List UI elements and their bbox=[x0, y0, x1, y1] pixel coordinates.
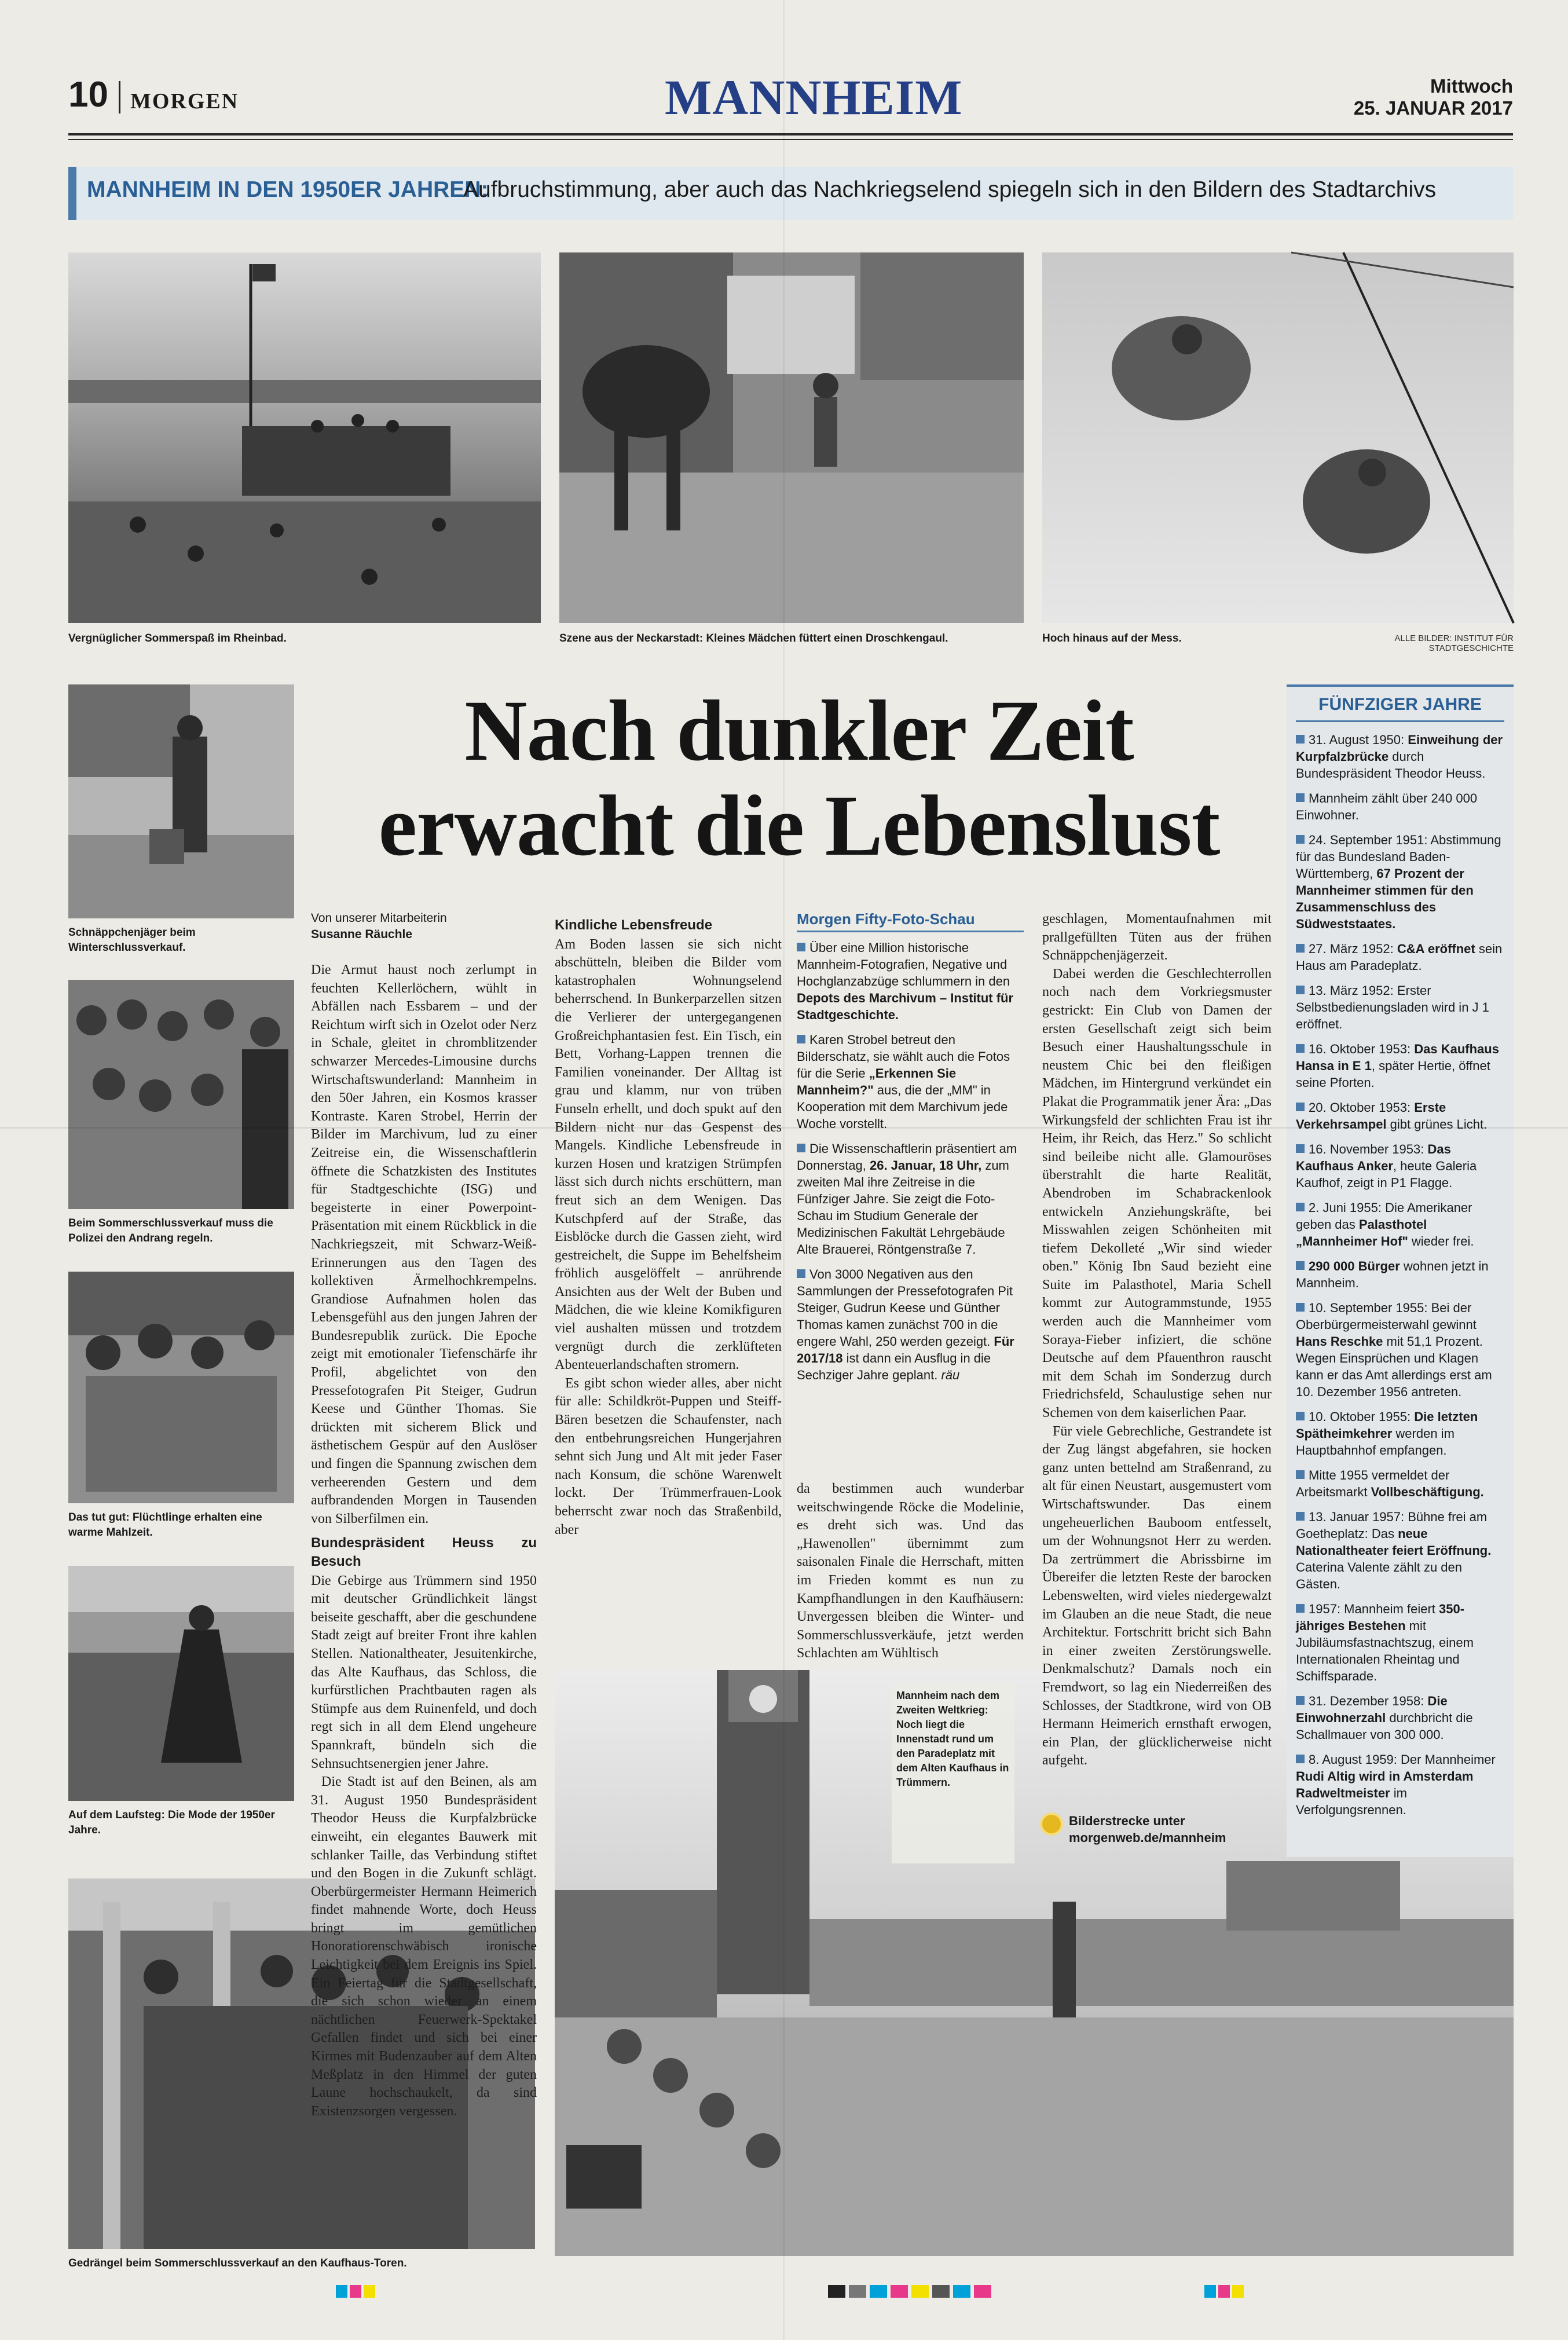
photo-credit: ALLE BILDER: INSTITUT FÜR STADTGESCHICHTE bbox=[1394, 633, 1514, 653]
article-column-3 bbox=[797, 1480, 1024, 1663]
issue-date: 25. JANUAR 2017 bbox=[1353, 97, 1513, 119]
headline-line-2: erwacht die Lebenslust bbox=[378, 778, 1220, 874]
print-color-bar bbox=[828, 2285, 1060, 2298]
timeline-item: 24. September 1951: Abstimmung für das Bundesland Baden-Württemberg, 67 Prozent der Mannheimer stimmen für den Zusammenschluss des Südweststaates. bbox=[1296, 833, 1501, 931]
article-column-4 bbox=[1042, 910, 1272, 1814]
bullet-icon bbox=[1296, 1303, 1305, 1312]
photo-polizei bbox=[68, 980, 294, 1209]
paper-fold-vertical bbox=[783, 0, 785, 2340]
article-paragraph-1: Die Armut haust noch zerlumpt in feuchten Kellerlöchern, wühlt in Abfällen nach Essbarem – und der Reichtum wirft sich in Ozelot oder Nerz in Schale, gleitet in chromblitzender schwarzer Mercedes-Limousine durchs Wirtschaftswunderland: Mannheim in den 50er Jahren, ein Kosmos krasser Kontraste. Karen Strobel, Herrin der Bilder im Marchivum, lud zu einer Zeitreise ein, die Wissenschaftlerin öffnete die Schatzkisten des Institutes für Stadtgeschichte (ISG) und begeisterte in einer Powerpoint-Präsentation mit einem Rückblick in die Nachkriegszeit, mit Schwarz-Weiß-Erinnerungen aus den Tagen des kollektiven Ärmelhochkrempelns. Grandiose Aufnahmen holen das Lebensgefühl aus den jungen Jahren der Bundesrepublik zurück. Die Epoche zeigt mit emotionaler Tiefenschärfe ihr Profil, abgelichtet von den Pressefotografen Pit Steiger, Gudrun Keese und Günther Thomas. Sie drückten mit sicherem Blick und ästhetischem Gespür auf den Auslöser und fingen die Spannung zwischen dem verheerenden Gestern und dem aufbrandenden Morgen in Tausenden von Silberfilmen ein. bbox=[311, 962, 537, 1526]
bullet-icon bbox=[1296, 1470, 1305, 1479]
banner-text: Aufbruchstimmung, aber auch das Nachkriegselend spiegeln sich in den Bildern des Stadtarchivs bbox=[463, 177, 1437, 202]
caption-schnaeppchen: Schnäppchenjäger beim Winterschlussverkauf. bbox=[68, 927, 196, 954]
web-link-line-2: morgenweb.de/mannheim bbox=[1069, 1830, 1226, 1845]
article-paragraph-7: geschlagen, Momentaufnahmen mit prallgefüllten Tüten aus der frühen Schnäppchenjägerzeit. bbox=[1042, 911, 1272, 964]
subhead-lebensfreude: Kindliche Lebensfreude bbox=[555, 917, 713, 933]
section-title: MANNHEIM bbox=[665, 69, 963, 125]
bullet-icon bbox=[797, 943, 805, 951]
photo-rheinbad bbox=[68, 252, 541, 623]
timeline-item: Mitte 1955 vermeldet der Arbeitsmarkt Vollbeschäftigung. bbox=[1296, 1468, 1484, 1499]
infobox-signature: räu bbox=[941, 1368, 960, 1382]
photo-laufsteg bbox=[68, 1566, 294, 1801]
article-paragraph-6: da bestimmen auch wunderbar weitschwingende Röcke die Modelinie, es dreht sich was. Und das „Hawenollen" übernimmt zum saisonalen Finale die Herrschaft, mitten im Frieden kommt es nun zu Kampfhandlungen in den Kaufhäusern: Unvergessen bleiben die Winter- und Sommerschlussverkäufe, jetzt werden Schlachten am Wühltisch bbox=[797, 1481, 1024, 1661]
byline bbox=[311, 910, 531, 943]
article-column-2 bbox=[555, 910, 782, 1663]
bullet-icon bbox=[1296, 1044, 1305, 1053]
bullet-icon bbox=[797, 1269, 805, 1278]
timeline-sidebar bbox=[1287, 684, 1514, 1857]
bullet-icon bbox=[797, 1035, 805, 1043]
timeline-item: 27. März 1952: C&A eröffnet sein Haus am Paradeplatz. bbox=[1296, 942, 1503, 973]
article-paragraph-5: Es gibt schon wieder alles, aber nicht für alle: Schildkröt-Puppen und Steiff-Bären besetzen die Schaufenster, nach den entbehrungsreichen Hungerjahren sehnt sich Jung und Alt mit jeder Faser nach Konsum, die schöne Warenwelt lockt. Der Trümmerfrauen-Look beherrscht zwar noch das Straßenbild, aber bbox=[555, 1375, 782, 1537]
bullet-icon bbox=[797, 1144, 805, 1152]
timeline-item: 31. Dezember 1958: Die Einwohnerzahl durchbricht die Schallmauer von 300 000. bbox=[1296, 1694, 1473, 1742]
weekday: Mittwoch bbox=[1430, 75, 1513, 97]
timeline-item: 31. August 1950: Einweihung der Kurpfalzbrücke durch Bundespräsident Theodor Heuss. bbox=[1296, 733, 1503, 781]
timeline-item: 10. September 1955: Bei der Oberbürgermeisterwahl gewinnt Hans Reschke mit 51,1 Prozent. Wegen Einsprüchen und Klagen kann er das Amt allerdings erst am 10. Dezember 1956 antreten. bbox=[1296, 1301, 1492, 1399]
paper-name: MORGEN bbox=[130, 89, 239, 113]
timeline-item: 13. März 1952: Erster Selbstbedienungsladen wird in J 1 eröffnet. bbox=[1296, 983, 1489, 1031]
timeline-item: 13. Januar 1957: Bühne frei am Goetheplatz: Das neue Nationaltheater feiert Eröffnung. Caterina Valente zählt zu den Gästen. bbox=[1296, 1510, 1492, 1591]
photo-schnaeppchen bbox=[68, 684, 294, 918]
timeline-item: 1957: Mannheim feiert 350-jähriges Bestehen mit Jubiläumsfastnachtszug, einem Internationalen Rheintag und Schiffsparade. bbox=[1296, 1602, 1474, 1683]
timeline-item: 2. Juni 1955: Die Amerikaner geben das Palasthotel „Mannheimer Hof" wieder frei. bbox=[1296, 1200, 1474, 1248]
bullet-icon bbox=[1296, 1144, 1305, 1153]
timeline-item: Mannheim zählt über 240 000 Einwohner. bbox=[1296, 791, 1478, 822]
timeline-item: 16. November 1953: Das Kaufhaus Anker, heute Galeria Kaufhof, zeigt in P1 Flagge. bbox=[1296, 1142, 1477, 1190]
timeline-item: 290 000 Bürger wohnen jetzt in Mannheim. bbox=[1296, 1259, 1489, 1290]
bullet-icon bbox=[1296, 793, 1305, 802]
bullet-icon bbox=[1296, 1203, 1305, 1211]
bullet-icon bbox=[1296, 835, 1305, 844]
infobox-item-1: Über eine Million historische Mannheim-Fotografien, Negative und Hochglanzabzüge schlummern in den Depots des Marchivum – Institut für Stadtgeschichte. bbox=[797, 940, 1014, 1022]
caption-neckarstadt: Szene aus der Neckarstadt: Kleines Mädchen füttert einen Droschkengaul. bbox=[559, 632, 948, 644]
banner-kicker: MANNHEIM IN DEN 1950ER JAHREN: bbox=[87, 177, 489, 202]
article-paragraph-2: Die Gebirge aus Trümmern sind 1950 mit deutscher Gründlichkeit längst beiseite geschafft, aber die geschundene Stadt zeigt auf breiter Front ihre kahlen Stellen. Nationaltheater, Jesuitenkirche, das Alte Kaufhaus, das Schloss, die kurfürstlichen Prachtbauten ragen als Stümpfe aus dem Ruinenfeld, und doch regt sich in all dem Elend ungeheure Spannkraft, bündeln sich die Sehnsuchtsenergien jener Jahre. bbox=[311, 1573, 537, 1771]
bullet-icon bbox=[1296, 1103, 1305, 1111]
web-link[interactable] bbox=[1042, 1812, 1272, 1846]
print-color-bar-right bbox=[1204, 2285, 1245, 2298]
article-paragraph-4: Am Boden lassen sie sich nicht abschütteln, bleiben die Bilder vom katastrophalen Wohnungselend beherrschend. In Bunkerparzellen sitzen die Verlierer der untergegangenen Großreichphantasien fest. Ein Tisch, ein Bett, Vorhang-Lappen trennen die Familien voneinander. Der Alltag ist grau und klamm, nur von trüben Funseln erhellt, und doch spukt auf den Bildern nicht nur das Gespenst des Mangels. Kindliche Lebensfreude in kurzen Hosen und kratzigen Strümpfen lässt sich durch nichts erschüttern, man freut sich an dem Wenigen. Das Kutschpferd auf der Straße, das Eisblöcke durch die Gassen zieht, wird gestreichelt, die Suppe im Behelfsheim fröhlich ausgelöffelt – anrührende Ansichten aus der Welt der Buben und Mädchen, die wie kleine Komikfiguren viel aushalten müssen und trotzdem vergnügt durch die zerklüfteten Abenteuerlandschaften stromern. bbox=[555, 936, 782, 1373]
sun-icon bbox=[1042, 1815, 1061, 1833]
timeline-item: 10. Oktober 1955: Die letzten Spätheimkehrer werden im Hauptbahnhof empfangen. bbox=[1296, 1409, 1478, 1458]
timeline-item: 16. Oktober 1953: Das Kaufhaus Hansa in E 1, später Hertie, öffnet seine Pforten. bbox=[1296, 1042, 1499, 1090]
bullet-icon bbox=[1296, 1261, 1305, 1270]
caption-laufsteg: Auf dem Laufsteg: Die Mode der 1950er Jahre. bbox=[68, 1809, 275, 1836]
header-separator bbox=[119, 81, 120, 113]
photo-mess bbox=[1042, 252, 1514, 623]
header-rule bbox=[68, 133, 1513, 136]
caption-gedraengel: Gedrängel beim Sommerschlussverkauf an den Kaufhaus-Toren. bbox=[68, 2257, 407, 2269]
page-number: 10 bbox=[68, 75, 108, 115]
caption-paradeplatz: Mannheim nach dem Zweiten Weltkrieg: Noch liegt die Innenstadt rund um den Paradeplatz mit dem Alten Kaufhaus in Trümmern. bbox=[896, 1690, 1009, 1788]
timeline-item: 8. August 1959: Der Mannheimer Rudi Altig wird in Amsterdam Radweltmeister im Verfolgungsrennen. bbox=[1296, 1752, 1496, 1817]
sidebar-title: FÜNFZIGER JAHRE bbox=[1296, 695, 1504, 722]
bullet-icon bbox=[1296, 735, 1305, 744]
article-column-1 bbox=[311, 961, 537, 2119]
headline-line-1: Nach dunkler Zeit bbox=[464, 683, 1134, 779]
article-paragraph-3: Die Stadt ist auf den Beinen, als am 31. August 1950 Bundespräsident Theodor Heuss die Kurpfalzbrücke einweiht, ein elegantes Bauwerk mit schlanker Taille, das Verbindung stiftet und den Bogen in die Zukunft schlägt. Oberbürgermeister Hermann Heimerich findet mahnende Worte, doch Heuss bringt im gemütlichen Honoratiorenschwäbisch ironische Leichtigkeit bei dem Ereignis ins Spiel. Ein Feiertag für die Stadtgesellschaft, die sich schon wieder an einem nächtlichen Feuerwerk-Spektakel Gefallen findet und sich bei einer Kirmes mit Budenzauber auf dem Alten Meßplatz in den Himmel der guten Laune hochschaukelt, da sind Existenzsorgen vergessen. bbox=[311, 1774, 537, 2119]
caption-polizei: Beim Sommerschlussverkauf muss die Polizei den Andrang regeln. bbox=[68, 1217, 273, 1244]
article-paragraph-8: Dabei werden die Geschlechterrollen noch nach dem Vorkriegsmuster gestrickt: Ein Club von Damen der ersten Gesellschaft zeigt sich beim Besuch einer Haushaltungsschule in neustem Chic bei den fleißigen Mädchen, im Hintergrund verkündet ein Plakat die Programmatik jener Ära: „Das Wirkungsfeld der schlichten Frau ist ihr Heim, ihr Reich, das Herz." So schlicht sind beileibe nicht alle. Glamouröses überstrahlt die harte Realität, Abendroben im Schabrackenlook entwickeln Anziehungskräfte, bei Misswahlen zeigen Schönheiten mit tiefem Dekolleté „Wir sind wieder oben." König Ibn Saud bezieht eine Suite im Palasthotel, Maria Schell kommt zur Autogrammstunde, 1955 werden auch die Mannheimer vom Soraya-Fieber infiziert, die schöne Deutsche auf dem Pfauenthron rauscht mit dem Schah im Sonderzug durch Friedrichsfeld, Schaulustige sehen nur Schemen von dem kaiserlichen Paar. bbox=[1042, 966, 1272, 1421]
timeline-item: 20. Oktober 1953: Erste Verkehrsampel gibt grünes Licht. bbox=[1296, 1100, 1488, 1131]
article-paragraph-9: Für viele Gebrechliche, Gestrandete ist der Zug längst abgefahren, sie hocken ganz unten bettelnd am Straßenrand, zu alt für einen Neustart, ausgemustert vom Wirtschaftswunder. Das einem ungeheuerlichen Bauboom entfesselt, um der Wohnungsnot Herr zu werden. Da zertrümmert die Abrissbirne im Übereifer die letzten Reste der barocken Lebenswelten, wird vieles niedergewalzt im Glauben an die neue Stadt, die neue Architektur. Fortschritt bricht sich Bahn in einer zweiten Zerstörungswelle. Denkmalschutz? Damals noch ein Fremdwort, so lag ein Niederreißen des Schlosses, der Stadtkrone, wird von OB Hermann Heimerich ernsthaft erwogen, ein Plan, der glücklicherweise nicht aufgeht. bbox=[1042, 1423, 1272, 1768]
bullet-icon bbox=[1296, 1755, 1305, 1763]
web-link-line-1: Bilderstrecke unter bbox=[1069, 1814, 1185, 1828]
byline-prefix: Von unserer Mitarbeiterin bbox=[311, 911, 447, 925]
bullet-icon bbox=[1296, 944, 1305, 953]
caption-rheinbad: Vergnüglicher Sommerspaß im Rheinbad. bbox=[68, 632, 287, 644]
infobox-item-3: Die Wissenschaftlerin präsentiert am Donnerstag, 26. Januar, 18 Uhr, zum zweiten Mal ihre Zeitreise in die Fünfziger Jahre. Sie zeigt die Foto-Schau im Studium Generale der Medizinischen Fakultät Lehrgebäude Alte Brauerei, Röntgenstraße 7. bbox=[797, 1141, 1017, 1257]
infobox-title: Morgen Fifty-Foto-Schau bbox=[797, 910, 1024, 932]
caption-fluechtlinge: Das tut gut: Flüchtlinge erhalten eine warme Mahlzeit. bbox=[68, 1511, 262, 1539]
byline-author: Susanne Räuchle bbox=[311, 928, 413, 941]
photo-neckarstadt bbox=[559, 252, 1024, 623]
bullet-icon bbox=[1296, 1604, 1305, 1613]
infobox-item-2: Karen Strobel betreut den Bilderschatz, sie wählt auch die Fotos für die Serie „Erkennen Sie Mannheim?" aus, die der „MM" in Kooperation mit dem Marchivum jede Woche vorstellt. bbox=[797, 1032, 1010, 1131]
bullet-icon bbox=[1296, 1412, 1305, 1420]
photo-fluechtlinge bbox=[68, 1272, 294, 1503]
print-color-bar-left bbox=[336, 2285, 376, 2298]
headline bbox=[324, 683, 1274, 873]
infobox-item-4: Von 3000 Negativen aus den Sammlungen der Pressefotografen Pit Steiger, Gudrun Keese und Günther Thomas kamen zunächst 700 in die engere Wahl, 250 werden gezeigt. Für 2017/18 ist dann ein Ausflug in die Sechziger Jahre geplant. räu bbox=[797, 1267, 1014, 1382]
caption-mess: Hoch hinaus auf der Mess. bbox=[1042, 632, 1182, 644]
bullet-icon bbox=[1296, 1512, 1305, 1521]
bullet-icon bbox=[1296, 986, 1305, 994]
bullet-icon bbox=[1296, 1696, 1305, 1705]
infobox-foto-schau bbox=[797, 910, 1024, 1391]
header-rule-thin bbox=[68, 139, 1513, 140]
subhead-heuss: Bundespräsident Heuss zu Besuch bbox=[311, 1535, 537, 1569]
